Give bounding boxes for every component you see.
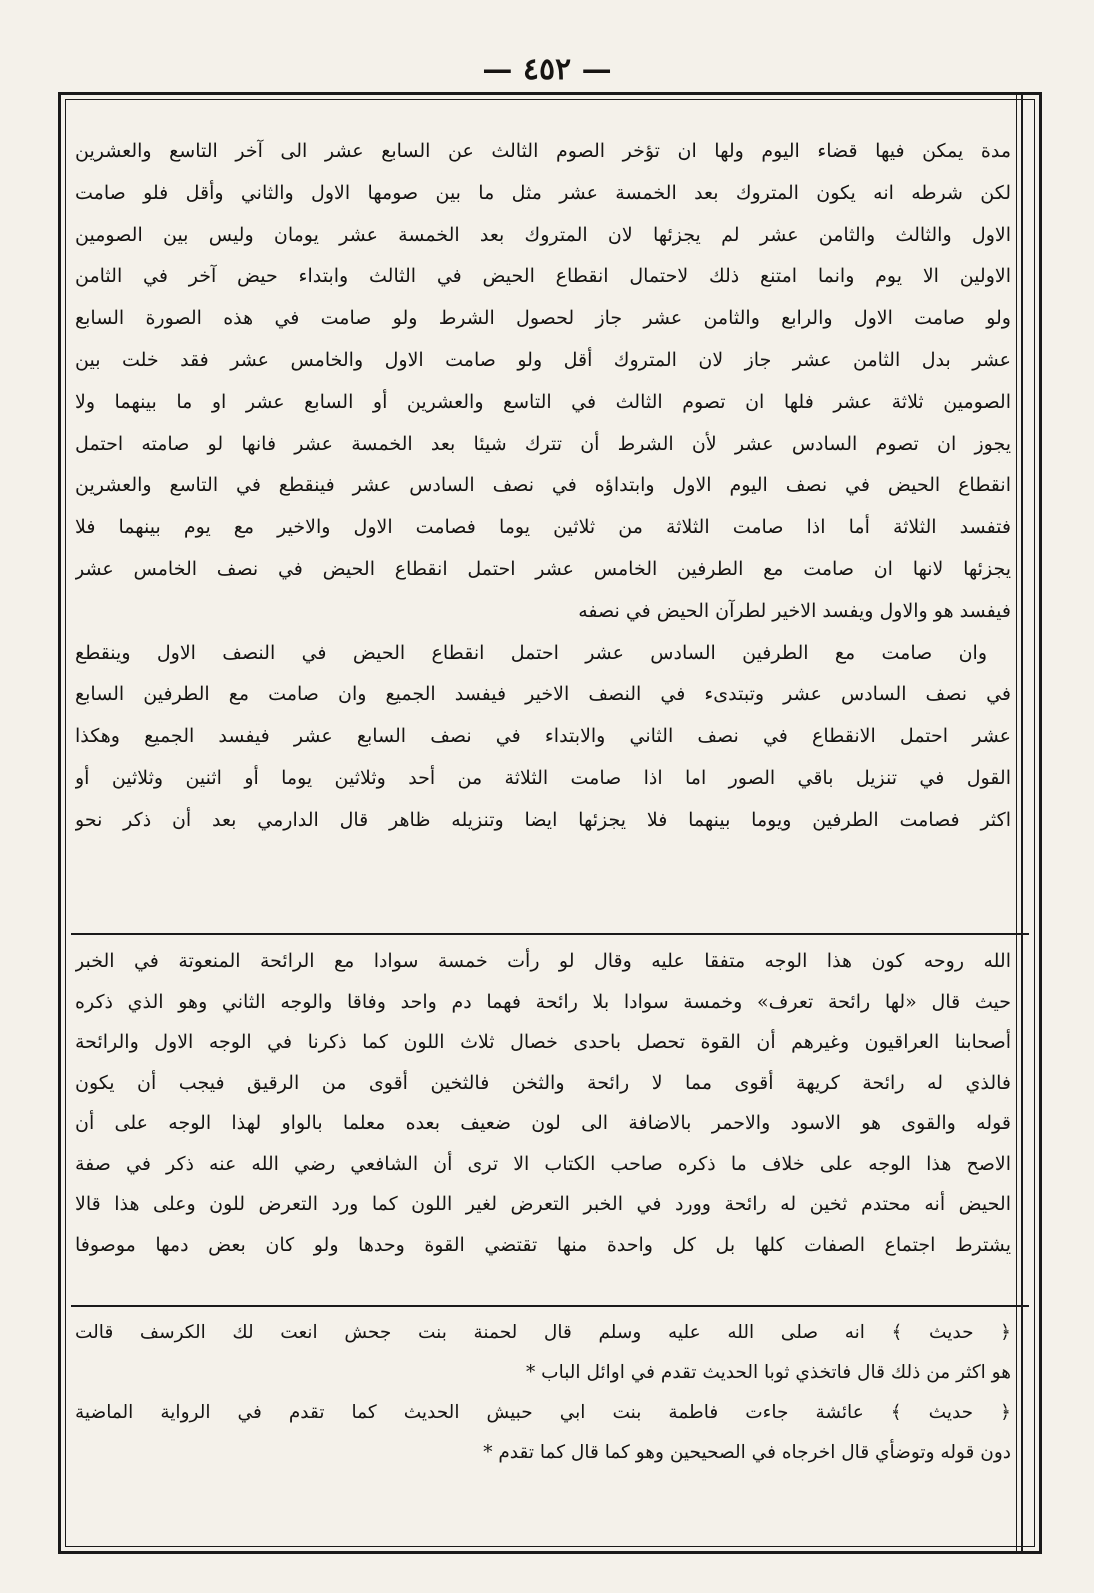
page-frame	[58, 92, 1042, 1554]
hadith-text-line: دون قوله وتوضأي قال اخرجاه في الصحيحين وهو كما قال كما تقدم *	[483, 1442, 1011, 1463]
commentary-text-block	[75, 941, 1011, 1265]
commentary-text-line: يشترط اجتماع الصفات كلها بل كل واحدة منها تقتضي القوة وحدها ولو كان بعض دمها موصوفا	[75, 1233, 1011, 1256]
main-text-line: الصومين ثلاثة عشر فلها ان تصوم الثالث في التاسع والعشرين أو السابع عشر او ما بينهما ولا	[75, 390, 1011, 413]
main-text-line: يجوز ان تصوم السادس عشر لأن الشرط أن تترك شيئا بعد الخمسة عشر فانها لو صامته احتمل	[75, 432, 1011, 455]
commentary-text-line: حيث قال «لها رائحة تعرف» وخمسة سوادا بلا رائحة فهما دم واحد وفاقا والوجه الثاني وهو الذي ذكره	[75, 990, 1011, 1013]
margin-rule	[1021, 95, 1023, 1551]
margin-rule	[1016, 95, 1017, 1551]
main-text-line: الاولين الا يوم وانما امتنع ذلك لاحتمال انقطاع الحيض في الثالث وابتداء حيض آخر في الثامن	[75, 265, 1011, 288]
main-text-block	[75, 131, 1011, 842]
hadith-text-line: هو اكثر من ذلك قال فاتخذي ثوبا الحديث تقدم في اوائل الباب *	[526, 1362, 1011, 1383]
section-divider	[71, 933, 1029, 935]
main-text-line: ولو صامت الاول والرابع والثامن عشر جاز لحصول الشرط ولو صامت في هذه الصورة السابع	[75, 307, 1011, 330]
section-divider	[71, 1305, 1029, 1307]
main-text-line: انقطاع الحيض في نصف اليوم الاول وابتداؤه في نصف السادس عشر فينقطع في التاسع والعشرين	[75, 474, 1011, 497]
commentary-text-line: الله روحه كون هذا الوجه متفقا عليه وقال لو رأت خمسة سوادا مع الرائحة المنعوتة في الخبر	[75, 950, 1011, 972]
hadith-text-line: ﴿ حديث ﴾ انه صلى الله عليه وسلم قال لحمنة بنت جحش انعت لك الكرسف قالت	[75, 1322, 1011, 1343]
commentary-text-line: أصحابنا العراقيون وغيرهم أن القوة تحصل باحدى خصال ثلاث اللون كما ذكرنا في الوجه الاول والرائحة	[75, 1031, 1011, 1053]
main-text-line: القول في تنزيل باقي الصور اما اذا صامت الثلاثة من أحد وثلاثين يوما أو اثنين وثلاثين أو	[75, 766, 1011, 789]
main-text-line: لكن شرطه انه يكون المتروك بعد الخمسة عشر مثل ما بين صومها الاول والثاني وأقل فلو صامت	[75, 181, 1011, 204]
main-text-line: مدة يمكن فيها قضاء اليوم ولها ان تؤخر الصوم الثالث عن السابع عشر الى آخر التاسع والعشرين	[75, 140, 1011, 162]
main-text-line: فتفسد الثلاثة أما اذا صامت الثلاثة من ثلاثين يوما فصامت الاول والاخير مع يوم بينهما فلا	[75, 516, 1011, 539]
commentary-text-line: قوله والقوى هو الاسود والاحمر بالاضافة الى لون ضعيف بعده معلما بالواو لهذا الوجه على أن	[75, 1112, 1011, 1134]
commentary-text-line: الحيض أنه محتدم ثخين له رائحة وورد في الخبر التعرض لغير اللون كما ورد التعرض للون وعلى هذا قالا	[75, 1193, 1011, 1215]
commentary-text-line: الاصح هذا الوجه على خلاف ما ذكره صاحب الكتاب الا ترى أن الشافعي رضي الله عنه ذكر في صفة	[75, 1152, 1011, 1175]
main-text-line: اكثر فصامت الطرفين ويوما بينهما فلا يجزئها ايضا وتنزيله ظاهر قال الدارمي بعد أن ذكر نحو	[75, 808, 1011, 831]
main-text-line: عشر احتمل الانقطاع في نصف الثاني والابتداء في نصف السابع عشر فيفسد الجميع وهكذا	[75, 725, 1011, 748]
page-number: — ٤٥٢ —	[482, 52, 612, 87]
main-text-line: عشر بدل الثامن عشر جاز لان المتروك أقل ولو صامت الاول والخامس عشر فقد خلت بين	[75, 348, 1011, 371]
commentary-text-line: فالذي له رائحة كريهة أقوى مما لا رائحة والثخن فالثخين أقوى من الرقيق فيجب أن يكون	[75, 1071, 1011, 1094]
hadith-text-line: ﴿ حديث ﴾ عائشة جاءت فاطمة بنت ابي حبيش الحديث كما تقدم في الرواية الماضية	[75, 1402, 1011, 1423]
main-text-line: يجزئها لانها ان صامت مع الطرفين الخامس عشر احتمل انقطاع الحيض في نصف الخامس عشر	[75, 557, 1011, 580]
main-text-line: الاول والثالث والثامن عشر لم يجزئها لان المتروك بعد الخمسة عشر يومان وليس بين الصومين	[75, 223, 1011, 246]
main-text-line: فيفسد هو والاول ويفسد الاخير لطرآن الحيض في نصفه	[578, 599, 1011, 622]
main-text-line: في نصف السادس عشر وتبتدىء في النصف الاخير فيفسد الجميع وان صامت مع الطرفين السابع	[75, 683, 1011, 706]
main-text-line: وان صامت مع الطرفين السادس عشر احتمل انقطاع الحيض في النصف الاول وينقطع	[75, 641, 987, 664]
hadith-text-block	[75, 1313, 1011, 1473]
